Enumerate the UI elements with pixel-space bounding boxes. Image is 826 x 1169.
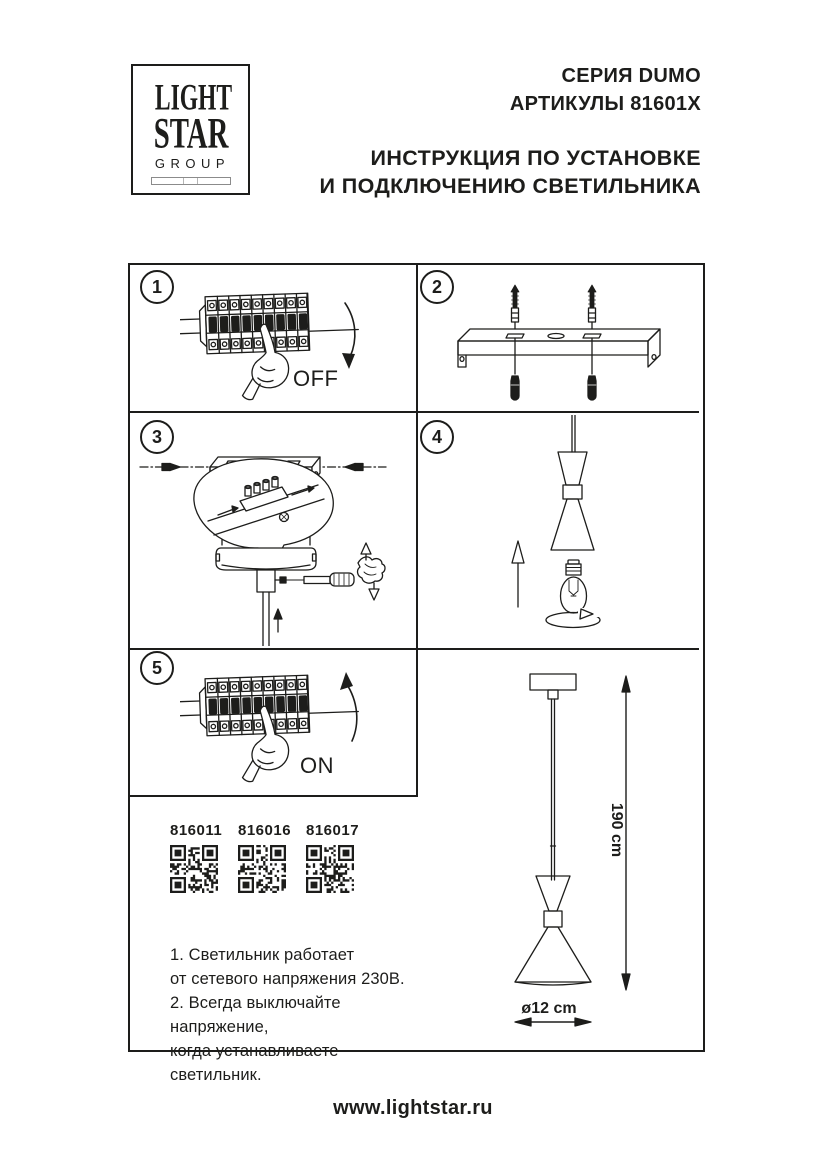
flag-green-segment	[152, 178, 183, 184]
breaker-off-drawing	[180, 283, 375, 401]
step-2-badge: 2	[420, 270, 454, 304]
note-line: от сетевого напряжения 230В.	[170, 970, 405, 988]
italian-flag-icon	[151, 177, 231, 185]
step-3-badge: 3	[140, 420, 174, 454]
breaker-on-drawing	[180, 665, 375, 783]
header-series-block	[510, 62, 701, 118]
instruction-grid	[128, 263, 705, 1084]
safety-notes	[170, 943, 430, 1087]
flag-red-segment	[198, 178, 229, 184]
step-1-badge: 1	[140, 270, 174, 304]
flag-white-segment	[183, 178, 199, 184]
height-dimension-label: 190 cm	[608, 802, 625, 858]
qr-article-label: 816017	[306, 822, 360, 839]
diameter-dimension-label: ø12 cm	[521, 1000, 577, 1017]
series-title: СЕРИЯ DUMO	[561, 65, 701, 87]
website-url: www.lightstar.ru	[333, 1097, 493, 1119]
canopy-wiring-drawing	[136, 423, 412, 646]
instruction-title-line2: И ПОДКЛЮЧЕНИЮ СВЕТИЛЬНИКА	[319, 174, 701, 198]
pendant-lamp-drawing	[416, 650, 697, 1046]
note-line: 1. Светильник работает	[170, 946, 355, 964]
qr-code	[306, 845, 354, 893]
lightstar-logo	[131, 64, 250, 195]
shade-bulb-drawing	[426, 415, 688, 644]
articles-title: АРТИКУЛЫ 81601X	[509, 93, 701, 115]
instruction-title	[320, 144, 701, 200]
grid-hline-1	[130, 411, 699, 413]
logo-light-text: LIGHT	[154, 77, 233, 119]
instruction-title-line1: ИНСТРУКЦИЯ ПО УСТАНОВКЕ	[370, 146, 701, 170]
step-4-badge: 4	[420, 420, 454, 454]
qr-code	[170, 845, 218, 893]
grid-vline-top	[416, 265, 418, 650]
step-5-badge: 5	[140, 651, 174, 685]
step-1-off-label: OFF	[293, 366, 339, 391]
qr-article-label: 816011	[170, 822, 223, 839]
qr-article-label: 816016	[238, 822, 292, 839]
step-5-on-label: ON	[300, 753, 334, 778]
logo-star-text: STAR	[153, 108, 229, 158]
logo-group-text: GROUP	[154, 156, 231, 171]
qr-code	[238, 845, 286, 893]
panel5-bottom-border	[130, 795, 418, 797]
note-line: 2. Всегда выключайте напряжение,	[170, 994, 341, 1036]
note-line: когда устанавливаете светильник.	[170, 1042, 339, 1084]
mounting-bracket-drawing	[428, 277, 690, 409]
